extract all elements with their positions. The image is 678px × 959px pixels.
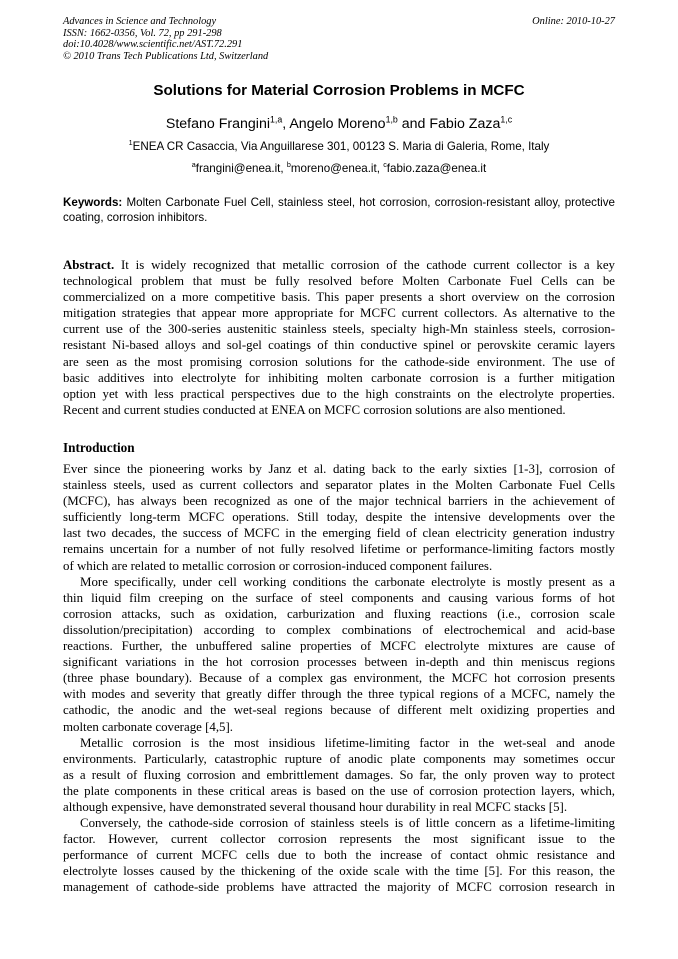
body-line: sufficiently long-term MCFC operations. Still today, despite the intensive developments over the [63, 510, 615, 525]
body-line: performance of current MCFC cells due to both the increase of contact ohmic resistance and [63, 848, 615, 863]
doi-line: doi:10.4028/www.scientific.net/AST.72.291 [63, 39, 243, 51]
running-header [63, 16, 615, 62]
abstract-line: technological problem that must be fully resolved before Molten Carbonate Fuel Cells can be [63, 274, 615, 289]
email-link[interactable]: moreno@enea.it [290, 162, 377, 175]
introduction-body [63, 461, 615, 896]
affiliation [0, 140, 678, 153]
abstract-line: resistant Ni-based alloys and sol-gel coatings of thin conductive spinel or perovskite ceramic layers [63, 338, 615, 353]
author-separator: and [397, 116, 430, 132]
body-line: More specifically, under cell working conditions the carbonate electrolyte is mostly present as a [80, 574, 615, 589]
body-line: with modes and severity that greatly differ through the three typical regions of a MCFC, namely the [63, 687, 615, 702]
body-line: thin liquid film creeping on the surface of steel components and causing various forms of hot [63, 590, 615, 605]
abstract-text: It is widely recognized that metallic corrosion of the cathode current collector is a key [114, 258, 615, 272]
body-line: cathodic, the anodic and the wet-seal regions because of different melt oxidizing properties and [63, 703, 615, 718]
keywords-text: Molten Carbonate Fuel Cell, stainless steel, hot corrosion, corrosion-resistant alloy, protective coating, corrosion inhibitors. [63, 196, 615, 224]
abstract-line: option yet with less practical perspectives due to the high constraints on the electrolyte properties. [63, 386, 615, 401]
keywords [63, 196, 615, 225]
body-line: dissolution/precipitation) according to complex combinations of electrochemical and acid-base [63, 622, 615, 637]
body-line: of which are related to metallic corrosion or corrosion-induced component failures. [63, 558, 493, 573]
journal-name: Advances in Science and Technology [63, 16, 217, 27]
body-line: factor. However, current collector corrosion represents the most significant issue to the [63, 832, 615, 847]
section-heading-introduction: Introduction [63, 440, 135, 455]
online-date: Online: 2010-10-27 [532, 16, 615, 27]
body-line: molten carbonate coverage [4,5]. [63, 719, 234, 734]
body-line: management of cathode-side problems have attracted the majority of MCFC corrosion research in [63, 880, 615, 895]
body-line: although expensive, have demonstrated several thousand hour durability in real MCFC stacks [5]. [63, 799, 568, 814]
body-line: Metallic corrosion is the most insidious lifetime-limiting factor in the wet-seal and anode [80, 735, 615, 750]
body-line: reactions. Further, the unbuffered saline properties of MCFC electrolyte mixtures are cause of [63, 639, 615, 654]
email-mark: a [191, 160, 196, 170]
abstract-line: basic additives into electrolyte for inhibiting molten carbonate corrosion is a further mitigation [63, 370, 615, 385]
affiliation-mark: 1 [128, 138, 133, 148]
email-separator: , [376, 162, 384, 175]
author-emails [0, 162, 678, 175]
body-line: as a result of fluxing corrosion and embrittlement damages. So far, the only proven way to protect [63, 767, 615, 782]
author-name: Stefano Frangini [165, 116, 270, 132]
abstract [63, 257, 615, 418]
email-link[interactable]: frangini@enea.it [195, 162, 281, 175]
keywords-label: Keywords: [63, 196, 123, 209]
paper-title: Solutions for Material Corrosion Problems in MCFC [153, 82, 525, 99]
body-line: (three phase boundary). Because of a complex gas environment, the MCFC hot corrosion presents [63, 671, 615, 686]
abstract-line: are seen as the most promising corrosion solutions for the cathode-side environment. The use of [63, 354, 615, 369]
body-line: significant variations in the hot corrosion processes between in-depth and thin meniscus regions [63, 655, 615, 670]
body-line: (MCFC), has always been recognized as one of the major technical barriers in the achievement of [63, 494, 615, 509]
body-line: electrolyte losses caused by the thickening of the oxide scale with the time [5]. For this reason, the [63, 864, 615, 879]
abstract-line: commercialized on a more competitive basis. This paper presents a short overview on the corrosion [63, 290, 615, 305]
author-affiliation-mark: 1,a [270, 114, 283, 125]
author-list [0, 116, 678, 132]
issn-line: ISSN: 1662-0356, Vol. 72, pp 291-298 [63, 27, 222, 39]
author-name: Fabio Zaza [429, 116, 501, 132]
body-line: the plate components in these critical areas is based on the use of corrosion protection layers, which, [63, 783, 615, 798]
body-line: Conversely, the cathode-side corrosion of stainless steels is of little concern as a lifetime-limiting [80, 816, 615, 831]
author-name: Angelo Moreno [289, 116, 386, 132]
body-line: remains uncertain for a number of not fully resolved lifetime or performance-limiting factors mostly [63, 542, 615, 557]
abstract-line: current use of the 300-series austenitic stainless steels, specialty high-Mn stainless steels, corrosion- [63, 322, 615, 337]
author-affiliation-mark: 1,c [500, 114, 513, 125]
affiliation-text: ENEA CR Casaccia, Via Anguillarese 301, 00123 S. Maria di Galeria, Rome, Italy [132, 140, 550, 153]
email-mark: c [383, 160, 387, 170]
abstract-line [63, 257, 615, 273]
abstract-label: Abstract. [63, 258, 115, 272]
abstract-line: Recent and current studies conducted at ENEA on MCFC corrosion solutions are also mentioned. [63, 402, 566, 417]
body-line: Ever since the pioneering works by Janz et al. dating back to the early sixties [1-3], corrosion of [63, 462, 615, 476]
copyright-line: © 2010 Trans Tech Publications Ltd, Switzerland [63, 50, 269, 62]
abstract-line: mitigation strategies that appear more appropriate for MCFC current collectors. As alternative to the [63, 306, 615, 321]
body-line: stainless steels, used as current collectors and separator plates in the Molten Carbonate Fuel Cells [63, 478, 615, 493]
email-link[interactable]: fabio.zaza@enea.it [386, 162, 487, 175]
author-separator: , [282, 116, 290, 132]
author-affiliation-mark: 1,b [385, 114, 398, 125]
body-line: environments. Particularly, catastrophic rupture of anodic plate components may sometimes occur [63, 751, 615, 766]
email-mark: b [286, 160, 291, 170]
email-separator: , [280, 162, 287, 175]
body-line: last two decades, the success of MCFC in the emerging field of clean electricity generation industry [63, 526, 615, 541]
body-line: corrosion attacks, such as oxidation, carburization and fluxing reactions (i.e., corrosion scale [63, 606, 615, 621]
